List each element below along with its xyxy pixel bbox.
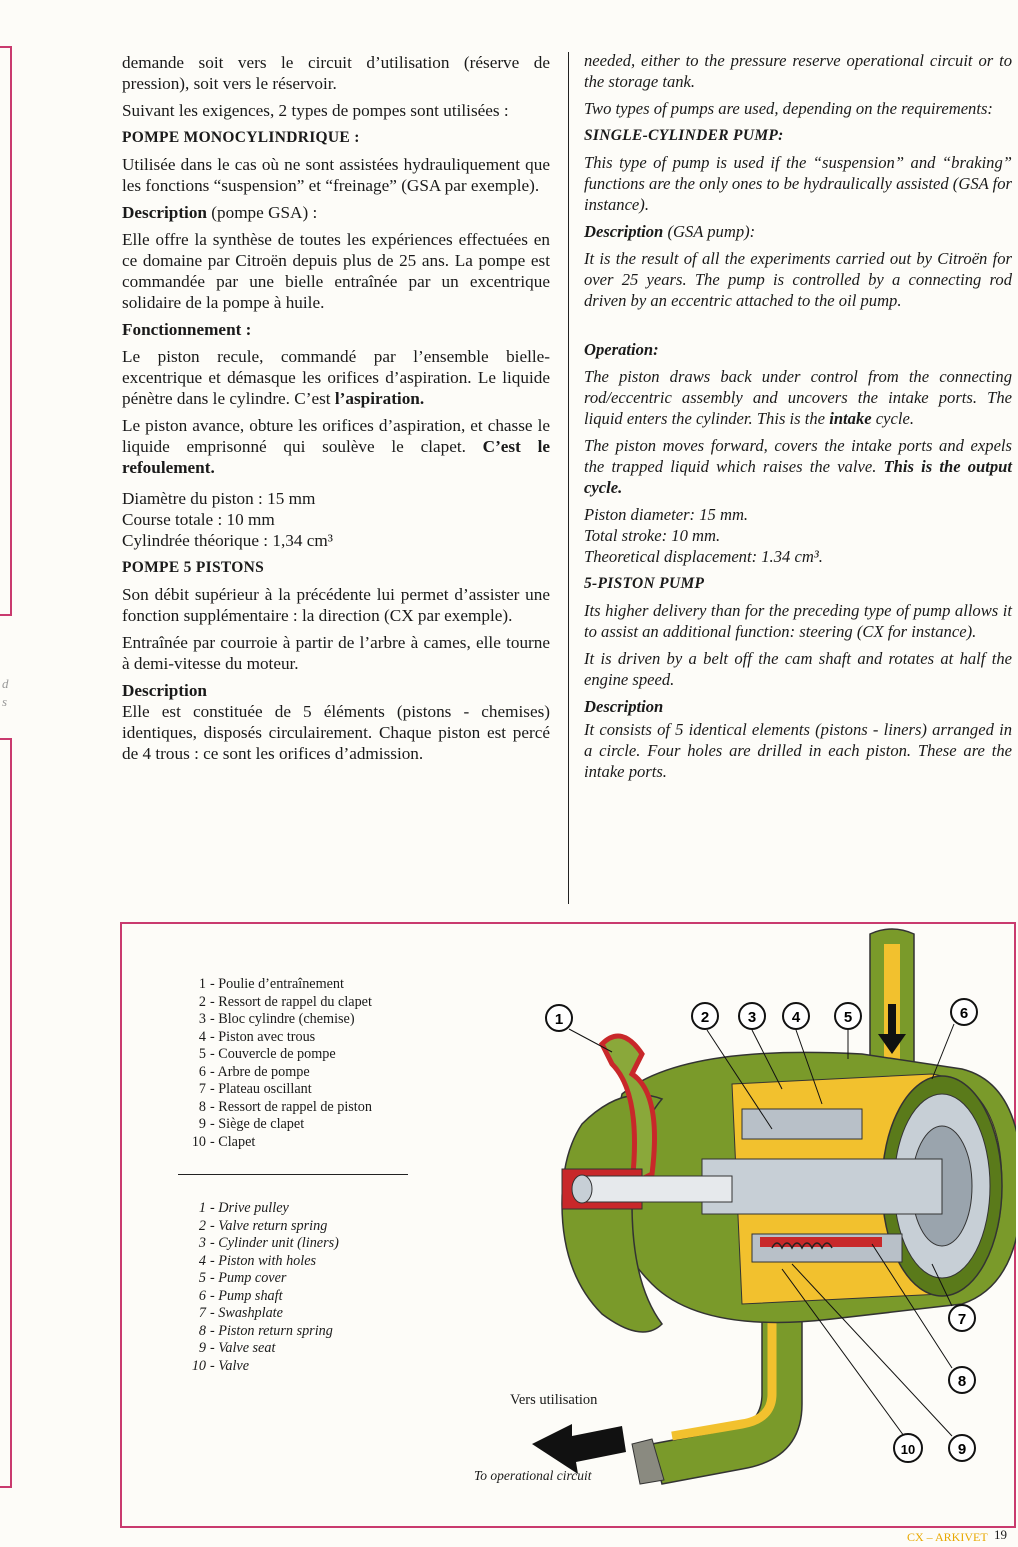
paragraph xyxy=(584,366,1012,429)
spec-line: Theoretical displacement: 1.34 cm³. xyxy=(584,547,823,566)
specs xyxy=(584,504,1012,567)
margin-mark: s xyxy=(2,694,8,709)
paragraph xyxy=(122,202,550,223)
subheading-operation: Operation: xyxy=(584,340,659,359)
legend-text: - Pump cover xyxy=(210,1270,287,1286)
page-edge-frame-bottom xyxy=(0,738,12,1488)
specs xyxy=(122,488,550,551)
legend-text: - Plateau oscillant xyxy=(210,1081,312,1097)
legend-text: - Siège de clapet xyxy=(210,1116,305,1132)
legend-item xyxy=(182,1305,339,1323)
legend-number: 2 xyxy=(198,1217,206,1234)
legend-item xyxy=(182,1270,339,1288)
legend-french xyxy=(182,976,372,1151)
legend-number: 9 xyxy=(198,1116,206,1132)
svg-text:6: 6 xyxy=(959,1005,969,1022)
column-divider xyxy=(568,52,569,904)
svg-text:10: 10 xyxy=(900,1442,916,1457)
legend-number: 3 xyxy=(198,1011,206,1027)
legend-number: 9 xyxy=(198,1340,206,1356)
legend-item xyxy=(182,1218,339,1236)
bold-text: intake xyxy=(829,409,872,428)
legend-text: - Piston avec trous xyxy=(210,1028,316,1045)
legend-item xyxy=(182,1134,372,1152)
text: Le piston recule, commandé par l’ensemble bielle-excentrique et démasque les orifices d’aspiration. Le liquide pénètre dans le cylindre. C’est xyxy=(122,347,550,408)
spec-line: Course totale : 10 mm xyxy=(122,510,275,529)
legend-item xyxy=(182,1288,339,1306)
text: Le piston avance, obture les orifices d’aspiration, et chasse le liquide emprisonné qui soulève le clapet. xyxy=(122,416,550,456)
page-edge-frame-top xyxy=(0,46,12,616)
legend-item xyxy=(182,976,372,994)
legend-number: 4 xyxy=(198,1252,206,1269)
legend-item xyxy=(182,1358,339,1376)
paragraph: It consists of 5 identical elements (pistons - liners) arranged in a circle. Four holes are drilled in each piston. These are the intake ports. xyxy=(584,720,1012,781)
heading-five-piston: 5-PISTON PUMP xyxy=(584,575,705,592)
paragraph xyxy=(584,221,1012,242)
subheading-description: Description xyxy=(584,697,664,716)
legend-item xyxy=(182,1340,339,1358)
paragraph: needed, either to the pressure reserve operational circuit or to the storage tank. xyxy=(584,51,1012,91)
caption-english: To operational circuit xyxy=(474,1468,592,1483)
legend-text: - Ressort de rappel de piston xyxy=(210,1098,372,1115)
heading-single-cylinder: POMPE MONOCYLINDRIQUE : xyxy=(122,129,360,146)
svg-text:7: 7 xyxy=(957,1311,967,1328)
legend-number: 5 xyxy=(198,1046,206,1062)
legend-number: 10 xyxy=(191,1133,206,1150)
paragraph: Son débit supérieur à la précédente lui permet d’assister une fonction supplémentaire : la direction (CX par exemple). xyxy=(122,585,550,625)
paragraph: Suivant les exigences, 2 types de pompes sont utilisées : xyxy=(122,101,509,120)
legend-text: - Bloc cylindre (chemise) xyxy=(210,1011,355,1027)
english-column xyxy=(584,50,1012,788)
legend-number: 10 xyxy=(191,1357,206,1374)
legend-item xyxy=(182,1029,372,1047)
legend-number: 5 xyxy=(198,1270,206,1286)
margin-mark: d xyxy=(2,676,9,691)
legend-text: - Pump shaft xyxy=(210,1287,283,1304)
spec-line: Total stroke: 10 mm. xyxy=(584,526,721,545)
caption-french: Vers utilisation xyxy=(510,1392,598,1408)
legend-item xyxy=(182,1011,372,1029)
legend-text: - Clapet xyxy=(210,1133,256,1150)
legend-item xyxy=(182,1323,339,1341)
watermark: CX – ARKIVET xyxy=(907,1530,988,1544)
legend-text: - Valve xyxy=(210,1357,249,1374)
legend-number: 7 xyxy=(198,1081,206,1097)
text: The piston draws back under control from the connecting rod/eccentric assembly and uncovers the intake ports. The liquid enters the cylinder. This is the xyxy=(584,367,1012,428)
outlet-arrow xyxy=(532,1424,626,1474)
page-number: 19 xyxy=(994,1527,1007,1542)
text: (GSA pump): xyxy=(663,222,756,241)
heading-single-cylinder: SINGLE-CYLINDER PUMP: xyxy=(584,127,784,144)
legend-text: - Valve return spring xyxy=(210,1217,328,1234)
legend-text: - Swashplate xyxy=(210,1305,283,1321)
svg-text:9: 9 xyxy=(957,1441,967,1458)
legend-text: - Ressort de rappel du clapet xyxy=(210,993,372,1010)
text: The piston moves forward, covers the intake ports and expels the trapped liquid which raises the valve. xyxy=(584,436,1012,476)
svg-text:4: 4 xyxy=(791,1009,801,1026)
legend-item xyxy=(182,1116,372,1134)
legend-number: 4 xyxy=(198,1028,206,1045)
paragraph xyxy=(584,435,1012,498)
subheading-operation: Fonctionnement : xyxy=(122,320,252,339)
bold-text: This is the output cycle. xyxy=(584,457,1013,497)
legend-text: - Couvercle de pompe xyxy=(210,1046,336,1062)
text: (pompe GSA) : xyxy=(206,203,318,222)
paragraph: Two types of pumps are used, depending on the requirements: xyxy=(584,99,993,118)
paragraph: Elle est constituée de 5 éléments (pistons - chemises) identiques, disposés circulairement. Chaque piston est percé de 4 trous : ce sont les orifices d’admission. xyxy=(122,702,550,763)
paragraph: This type of pump is used if the “suspension” and “braking” functions are the only ones to be hydraulically assisted (GSA for instance). xyxy=(584,153,1012,214)
svg-text:8: 8 xyxy=(957,1373,967,1390)
legend-text: - Cylinder unit (liners) xyxy=(210,1235,339,1251)
intake-pipe xyxy=(870,929,914,1064)
subheading-description: Description xyxy=(122,203,207,222)
legend-english xyxy=(182,1200,339,1375)
legend-text: - Valve seat xyxy=(210,1340,276,1356)
legend-item xyxy=(182,994,372,1012)
legend-text: - Piston return spring xyxy=(210,1322,333,1339)
legend-number: 6 xyxy=(198,1287,206,1304)
svg-text:5: 5 xyxy=(843,1009,853,1026)
paragraph: Utilisée dans le cas où ne sont assistées hydrauliquement que les fonctions “suspension” et “freinage” (GSA par exemple). xyxy=(122,155,550,195)
spec-line: Piston diameter: 15 mm. xyxy=(584,505,749,524)
bold-text: C’est le refoulement. xyxy=(122,437,550,477)
legend-item xyxy=(182,1200,339,1218)
legend-number: 8 xyxy=(198,1322,206,1339)
bold-text: l’aspiration. xyxy=(334,389,425,408)
legend-number: 2 xyxy=(198,993,206,1010)
legend-item xyxy=(182,1081,372,1099)
paragraph xyxy=(122,415,550,478)
svg-text:3: 3 xyxy=(747,1009,757,1026)
legend-divider xyxy=(178,1174,408,1175)
text: cycle. xyxy=(871,409,914,428)
callout-5 xyxy=(835,1003,861,1059)
paragraph: It is driven by a belt off the cam shaft and rotates at half the engine speed. xyxy=(584,649,1012,689)
legend-text: - Drive pulley xyxy=(210,1200,289,1216)
legend-text: - Piston with holes xyxy=(210,1252,317,1269)
legend-number: 1 xyxy=(198,1200,206,1216)
legend-text: - Poulie d’entraînement xyxy=(210,976,344,992)
spec-line: Cylindrée théorique : 1,34 cm³ xyxy=(122,531,333,550)
paragraph: Entraînée par courroie à partir de l’arbre à cames, elle tourne à demi-vitesse du moteur. xyxy=(122,633,550,673)
paragraph xyxy=(122,346,550,409)
paragraph: demande soit vers le circuit d’utilisation (réserve de pression), soit vers le réservoir. xyxy=(122,53,550,93)
subheading-description: Description xyxy=(122,681,207,700)
legend-item xyxy=(182,1235,339,1253)
french-column xyxy=(122,52,550,770)
paragraph: Its higher delivery than for the preceding type of pump allows it to assist an additional function: steering (CX for instance). xyxy=(584,601,1012,641)
subheading-description: Description xyxy=(584,222,664,241)
pump-figure xyxy=(120,922,1016,1528)
legend-text: - Arbre de pompe xyxy=(210,1063,310,1080)
legend-number: 1 xyxy=(198,976,206,992)
paragraph: It is the result of all the experiments carried out by Citroën for over 25 years. The pump is controlled by a connecting rod driven by an eccentric attached to the oil pump. xyxy=(584,249,1012,310)
legend-number: 7 xyxy=(198,1305,206,1321)
legend-number: 8 xyxy=(198,1098,206,1115)
legend-number: 3 xyxy=(198,1235,206,1251)
legend-item xyxy=(182,1099,372,1117)
legend-item xyxy=(182,1064,372,1082)
heading-five-piston: POMPE 5 PISTONS xyxy=(122,559,265,576)
svg-text:1: 1 xyxy=(554,1011,564,1028)
svg-text:2: 2 xyxy=(700,1009,710,1026)
paragraph: Elle offre la synthèse de toutes les expériences effectuées en ce domaine par Citroën depuis plus de 25 ans. La pompe est commandée par une bielle entraînée par un excentrique solidaire de la pompe à huile. xyxy=(122,230,550,312)
spec-line: Diamètre du piston : 15 mm xyxy=(122,489,316,508)
legend-item xyxy=(182,1046,372,1064)
legend-item xyxy=(182,1253,339,1271)
legend-number: 6 xyxy=(198,1063,206,1080)
pump-cutaway-illustration xyxy=(532,924,1016,1526)
